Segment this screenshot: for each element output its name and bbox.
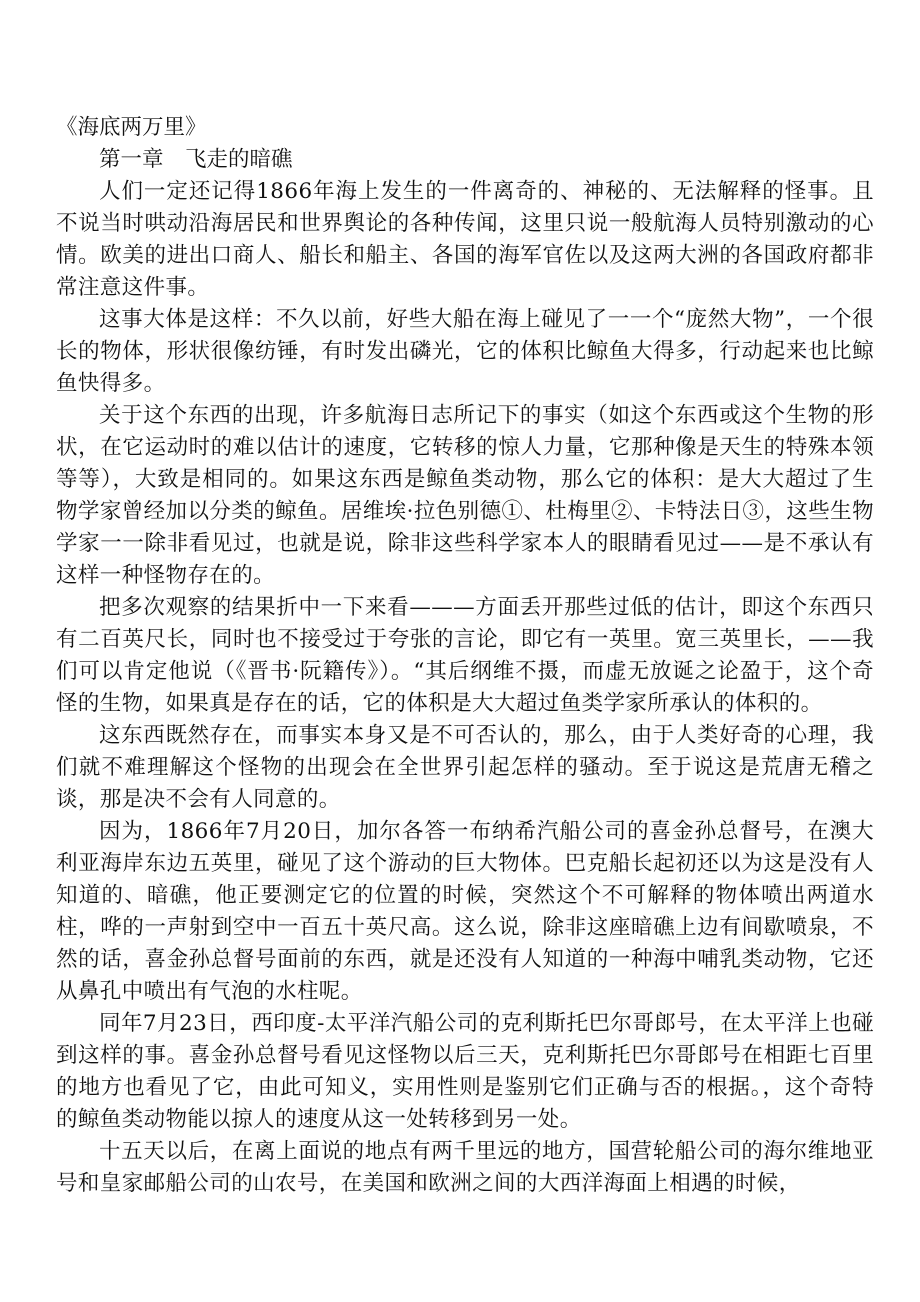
- chapter-title: 第一章 飞走的暗礁: [99, 147, 293, 172]
- paragraph-3: 关于这个东西的出现，许多航海日志所记下的事实（如这个东西或这个生物的形状，在它运动时的难以估计的速度，它转移的惊人力量，它那种像是天生的特殊本领等等），大致是相同的。如果这东西是鲸鱼类动物，那么它的体积：是大大超过了生物学家曾经加以分类的鲸鱼。居维埃·拉色别德①、杜梅里②、卡特法日③，这些生物学家一一除非看见过，也就是说，除非这些科学家本人的眼睛看见过——是不承认有这样一种怪物存在的。: [56, 403, 874, 588]
- paragraph-4: 把多次观察的结果折中一下来看———方面丢开那些过低的估计，即这个东西只有二百英尺长，同时也不接受过于夸张的言论，即它有一英里。宽三英里长，——我们可以肯定他说（《晋书·阮籍传》）。“其后纲维不摄，而虚无放诞之论盈于，这个奇怪的生物，如果真是存在的话，它的体积是大大超过鱼类学家所承认的体积的。: [56, 595, 874, 716]
- paragraph-6: 因为，1866年7月20日，加尔各答一布纳希汽船公司的喜金孙总督号，在澳大利亚海岸东边五英里，碰见了这个游动的巨大物体。巴克船长起初还以为这是没有人知道的、暗礁，他正要测定它的位置的时候，突然这个不可解释的物体喷出两道水柱，哗的一声射到空中一百五十英尺高。这么说，除非这座暗礁上边有间歇喷泉，不然的话，喜金孙总督号面前的东西，就是还没有人知道的一种海中哺乳类动物，它还从鼻孔中喷出有气泡的水柱呢。: [56, 819, 874, 1004]
- book-title: 《海底两万里》: [56, 115, 207, 140]
- paragraph-5: 这东西既然存在，而事实本身又是不可否认的，那么，由于人类好奇的心理，我们就不难理解这个怪物的出现会在全世界引起怎样的骚动。至于说这是荒唐无稽之谈，那是决不会有人同意的。: [56, 723, 874, 812]
- document-page: [56, 112, 874, 1200]
- paragraph-7: 同年7月23日，西印度-太平洋汽船公司的克利斯托巴尔哥郎号，在太平洋上也碰到这样的事。喜金孙总督号看见这怪物以后三天，克利斯托巴尔哥郎号在相距七百里的地方也看见了它，由此可知义，实用性则是鉴别它们正确与否的根据。，这个奇特的鲸鱼类动物能以掠人的速度从这一处转移到另一处。: [56, 1011, 874, 1132]
- paragraph-2: 这事大体是这样：不久以前，好些大船在海上碰见了一一个“庞然大物”，一个很长的物体，形状很像纺锤，有时发出磷光，它的体积比鲸鱼大得多，行动起来也比鲸鱼快得多。: [56, 307, 874, 396]
- paragraph-1: 人们一定还记得1866年海上发生的一件离奇的、神秘的、无法解释的怪事。且不说当时哄动沿海居民和世界舆论的各种传闻，这里只说一般航海人员特别激动的心情。欧美的进出口商人、船长和船主、各国的海军官佐以及这两大洲的各国政府都非常注意这件事。: [56, 179, 874, 300]
- paragraph-8: 十五天以后，在离上面说的地点有两千里远的地方，国营轮船公司的海尔维地亚号和皇家邮船公司的山农号，在美国和欧洲之间的大西洋海面上相遇的时候，: [56, 1139, 874, 1196]
